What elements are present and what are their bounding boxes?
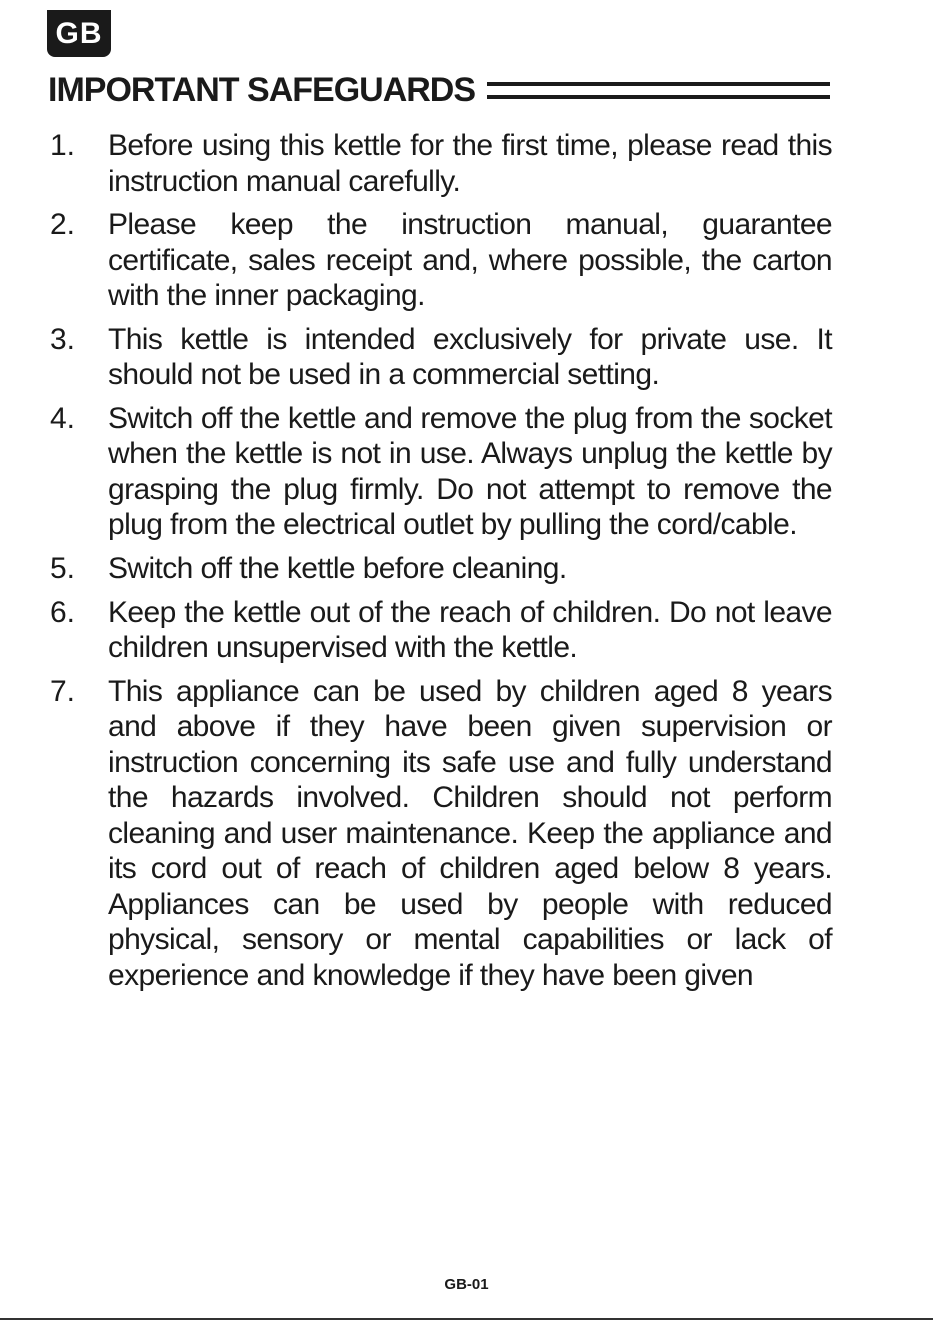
item-number: 7. (50, 674, 76, 708)
page-title: IMPORTANT SAFEGUARDS (48, 70, 476, 109)
list-item (50, 128, 832, 199)
language-badge: GB (47, 10, 111, 57)
list-item (50, 207, 832, 314)
list-item (50, 674, 832, 994)
item-number: 4. (50, 401, 76, 435)
item-text: Please keep the instruction manual, guarantee certificate, sales receipt and, where possible, the carton with the inner packaging. (108, 208, 832, 312)
safeguards-list (50, 128, 832, 1001)
page-number: GB-01 (444, 1276, 489, 1293)
item-text: Switch off the kettle before cleaning. (108, 551, 567, 585)
item-text: This appliance can be used by children aged 8 years and above if they have been given supervision or instruction concerning its safe use and fully understand the hazards involved. Children should not perform cleaning and user maintenance. Keep the appliance and its cord out of reach of children aged below 8 years. Appliances can be used by people with reduced physical, sensory or mental capabilities or lack of experience and knowledge if they have been given (108, 674, 832, 992)
item-text: Before using this kettle for the first time, please read this instruction manual carefully. (108, 129, 832, 198)
item-number: 2. (50, 208, 76, 241)
item-text: This kettle is intended exclusively for private use. It should not be used in a commercial setting. (108, 322, 832, 391)
section-header (48, 66, 830, 114)
item-text: Keep the kettle out of the reach of children. Do not leave children unsupervised with the kettle. (108, 595, 832, 664)
list-item (50, 322, 832, 393)
item-number: 5. (50, 551, 76, 585)
item-number: 1. (50, 129, 76, 162)
item-number: 3. (50, 322, 76, 356)
list-item (50, 401, 832, 543)
footer-divider (0, 1318, 933, 1320)
list-item (50, 551, 832, 587)
item-number: 6. (50, 595, 76, 629)
title-double-rule (487, 82, 830, 99)
item-text: Switch off the kettle and remove the plug from the socket when the kettle is not in use. Always unplug the kettle by grasping the plug firmly. Do not attempt to remove the plug from the electrical outlet by pulling the cord/cable. (108, 401, 832, 541)
list-item (50, 595, 832, 666)
